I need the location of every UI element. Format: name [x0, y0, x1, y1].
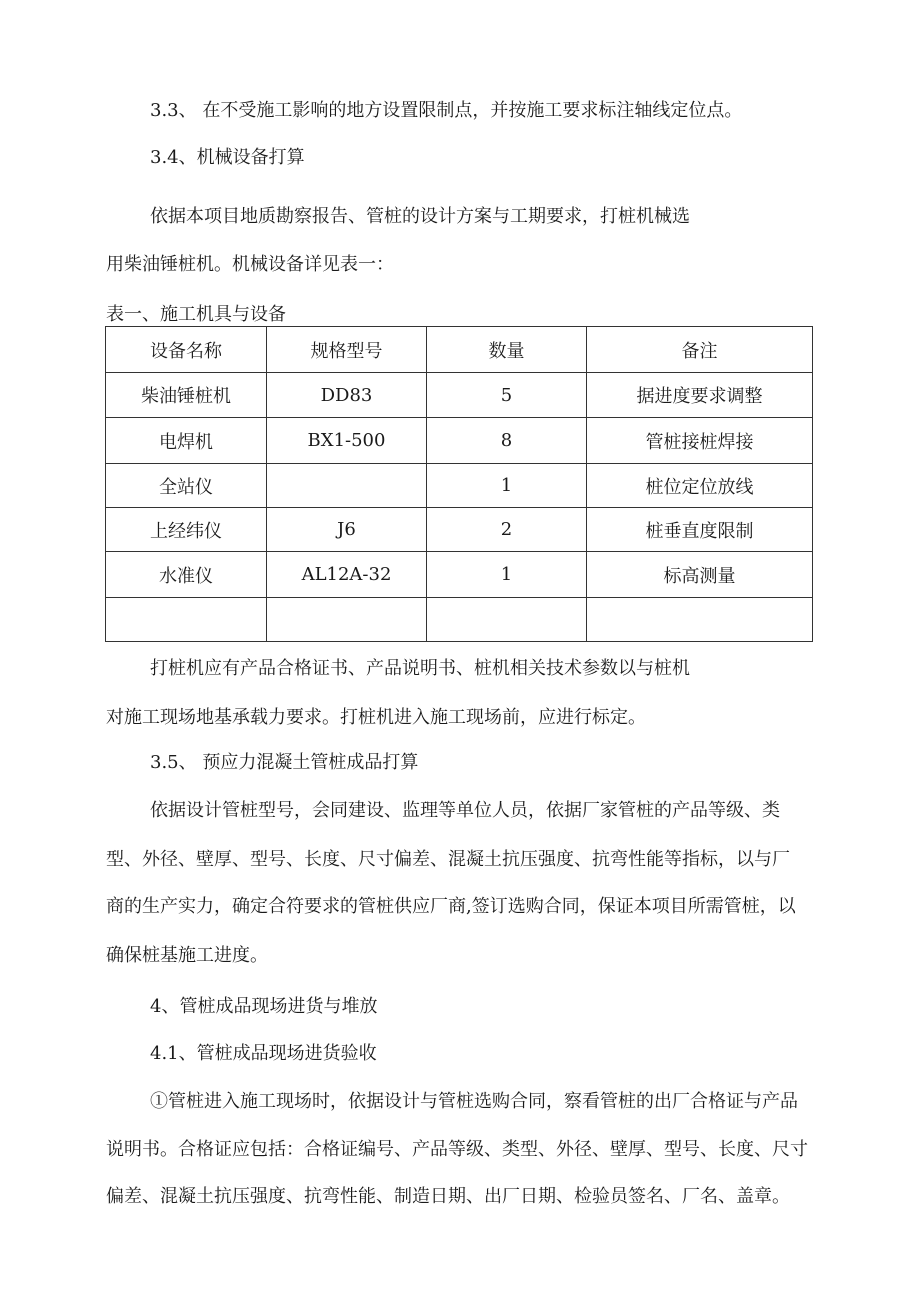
table-cell: 电焊机 [106, 418, 267, 464]
table-cell: 柴油锤桩机 [106, 373, 267, 418]
table-cell: DD83 [267, 373, 427, 418]
equipment-table [105, 326, 813, 642]
table-cell: 2 [427, 508, 587, 552]
table-cell: 桩位定位放线 [587, 464, 813, 508]
paragraph-pile-driver-line-2: 对施工现场地基承载力要求。打桩机进入施工现场前，应进行标定。 [106, 707, 646, 728]
table-cell [267, 464, 427, 508]
heading-3-5: 3.5、 预应力混凝土管桩成品打算 [150, 752, 419, 773]
table-row [106, 508, 813, 552]
table-cell [427, 598, 587, 642]
paragraph-supplier-line-2: 型、外径、壁厚、型号、长度、尺寸偏差、混凝土抗压强度、抗弯性能等指标，以与厂 [106, 849, 790, 870]
table-cell [267, 598, 427, 642]
table-cell: 1 [427, 552, 587, 598]
table-cell: 据进度要求调整 [587, 373, 813, 418]
paragraph-supplier-line-3: 商的生产实力，确定合符要求的管桩供应厂商,签订选购合同，保证本项目所需管桩，以 [106, 896, 796, 917]
table-caption: 表一、施工机具与设备 [106, 304, 286, 325]
paragraph-supplier-line-1: 依据设计管桩型号，会同建设、监理等单位人员，依据厂家管桩的产品等级、类 [150, 800, 780, 821]
paragraph-3-3: 3.3、 在不受施工影响的地方设置限制点，并按施工要求标注轴线定位点。 [150, 100, 743, 121]
table-cell [106, 598, 267, 642]
table-row [106, 598, 813, 642]
paragraph-equipment-line-2: 用柴油锤桩机。机械设备详见表一： [106, 254, 394, 275]
paragraph-supplier-line-4: 确保桩基施工进度。 [106, 945, 268, 966]
heading-4: 4、管桩成品现场进货与堆放 [150, 996, 378, 1017]
table-row [106, 464, 813, 508]
paragraph-equipment-line-1: 依据本项目地质勘察报告、管桩的设计方案与工期要求，打桩机械选 [150, 206, 690, 227]
table-cell: 8 [427, 418, 587, 464]
table-cell [587, 598, 813, 642]
heading-4-1: 4.1、管桩成品现场进货验收 [150, 1043, 377, 1064]
paragraph-acceptance-line-1: ①管桩进入施工现场时，依据设计与管桩选购合同，察看管桩的出厂合格证与产品 [150, 1091, 798, 1112]
table-cell: AL12A-32 [267, 552, 427, 598]
table-cell: 水准仪 [106, 552, 267, 598]
header-cell: 规格型号 [267, 327, 427, 373]
table-row [106, 373, 813, 418]
table-cell: J6 [267, 508, 427, 552]
table-cell: 标高测量 [587, 552, 813, 598]
header-cell: 设备名称 [106, 327, 267, 373]
table-row [106, 552, 813, 598]
table-cell: 管桩接桩焊接 [587, 418, 813, 464]
table-cell: 1 [427, 464, 587, 508]
paragraph-pile-driver-line-1: 打桩机应有产品合格证书、产品说明书、桩机相关技术参数以与桩机 [150, 658, 690, 679]
header-cell: 数量 [427, 327, 587, 373]
heading-3-4: 3.4、机械设备打算 [150, 147, 305, 168]
table-cell: BX1-500 [267, 418, 427, 464]
table-cell: 桩垂直度限制 [587, 508, 813, 552]
paragraph-acceptance-line-2: 说明书。合格证应包括：合格证编号、产品等级、类型、外径、壁厚、型号、长度、尺寸 [106, 1139, 808, 1160]
table-row [106, 418, 813, 464]
table-header-row [106, 327, 813, 373]
paragraph-acceptance-line-3: 偏差、混凝土抗压强度、抗弯性能、制造日期、出厂日期、检验员签名、厂名、盖章。 [106, 1186, 790, 1207]
header-cell: 备注 [587, 327, 813, 373]
table-cell: 5 [427, 373, 587, 418]
table-cell: 全站仪 [106, 464, 267, 508]
table-cell: 上经纬仪 [106, 508, 267, 552]
